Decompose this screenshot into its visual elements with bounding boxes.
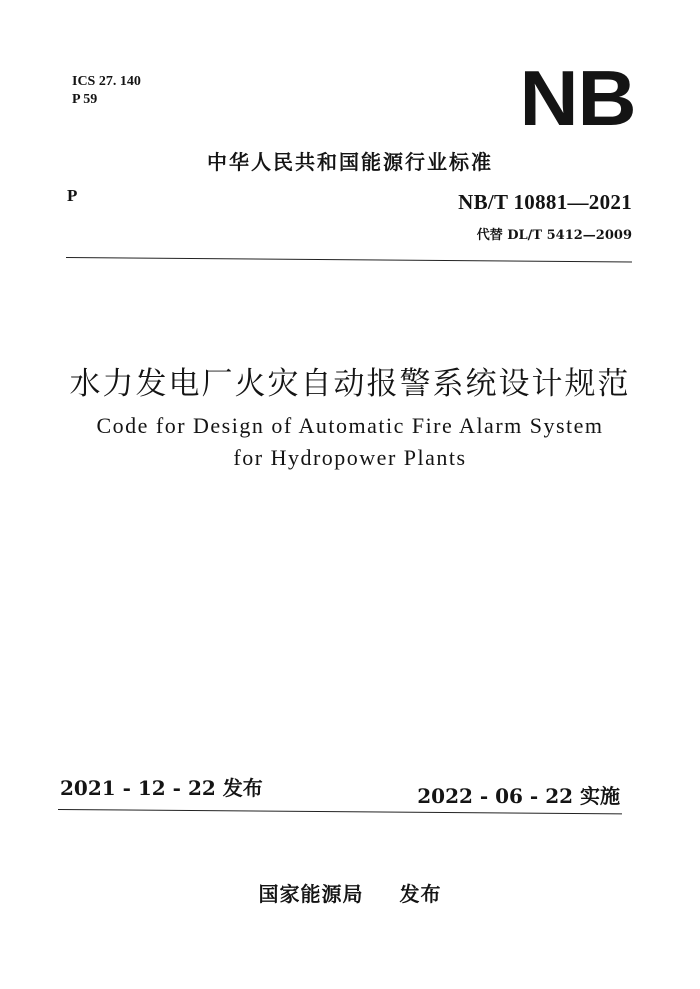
issue-date: 2021 - 12 - 22 发布 — [60, 776, 263, 800]
title-english-line-1: Code for Design of Automatic Fire Alarm System — [96, 413, 604, 438]
country-standard-heading: 中华人民共和国能源行业标准 — [207, 150, 493, 174]
ics-code: ICS 27. 140 — [72, 74, 141, 89]
top-divider — [66, 257, 632, 262]
standard-number: NB/T 10881—2021 — [458, 190, 632, 214]
publish-label: 发布 — [399, 882, 442, 906]
category-letter: P — [67, 186, 78, 205]
classification-code: P 59 — [72, 92, 98, 107]
title-english-line-2: for Hydropower Plants — [233, 445, 467, 470]
replaces-standard: 代替 DL/T 5412—2009 — [476, 228, 632, 243]
publisher-line — [0, 878, 700, 907]
implementation-date: 2022 - 06 - 22 实施 — [417, 784, 620, 808]
nb-logo: NB — [519, 54, 636, 142]
ics-block — [72, 73, 141, 109]
publisher-name: 国家能源局 — [258, 882, 364, 906]
title-chinese: 水力发电厂火灾自动报警系统设计规范 — [69, 366, 631, 402]
bottom-divider — [58, 809, 622, 814]
title-english — [0, 410, 700, 474]
